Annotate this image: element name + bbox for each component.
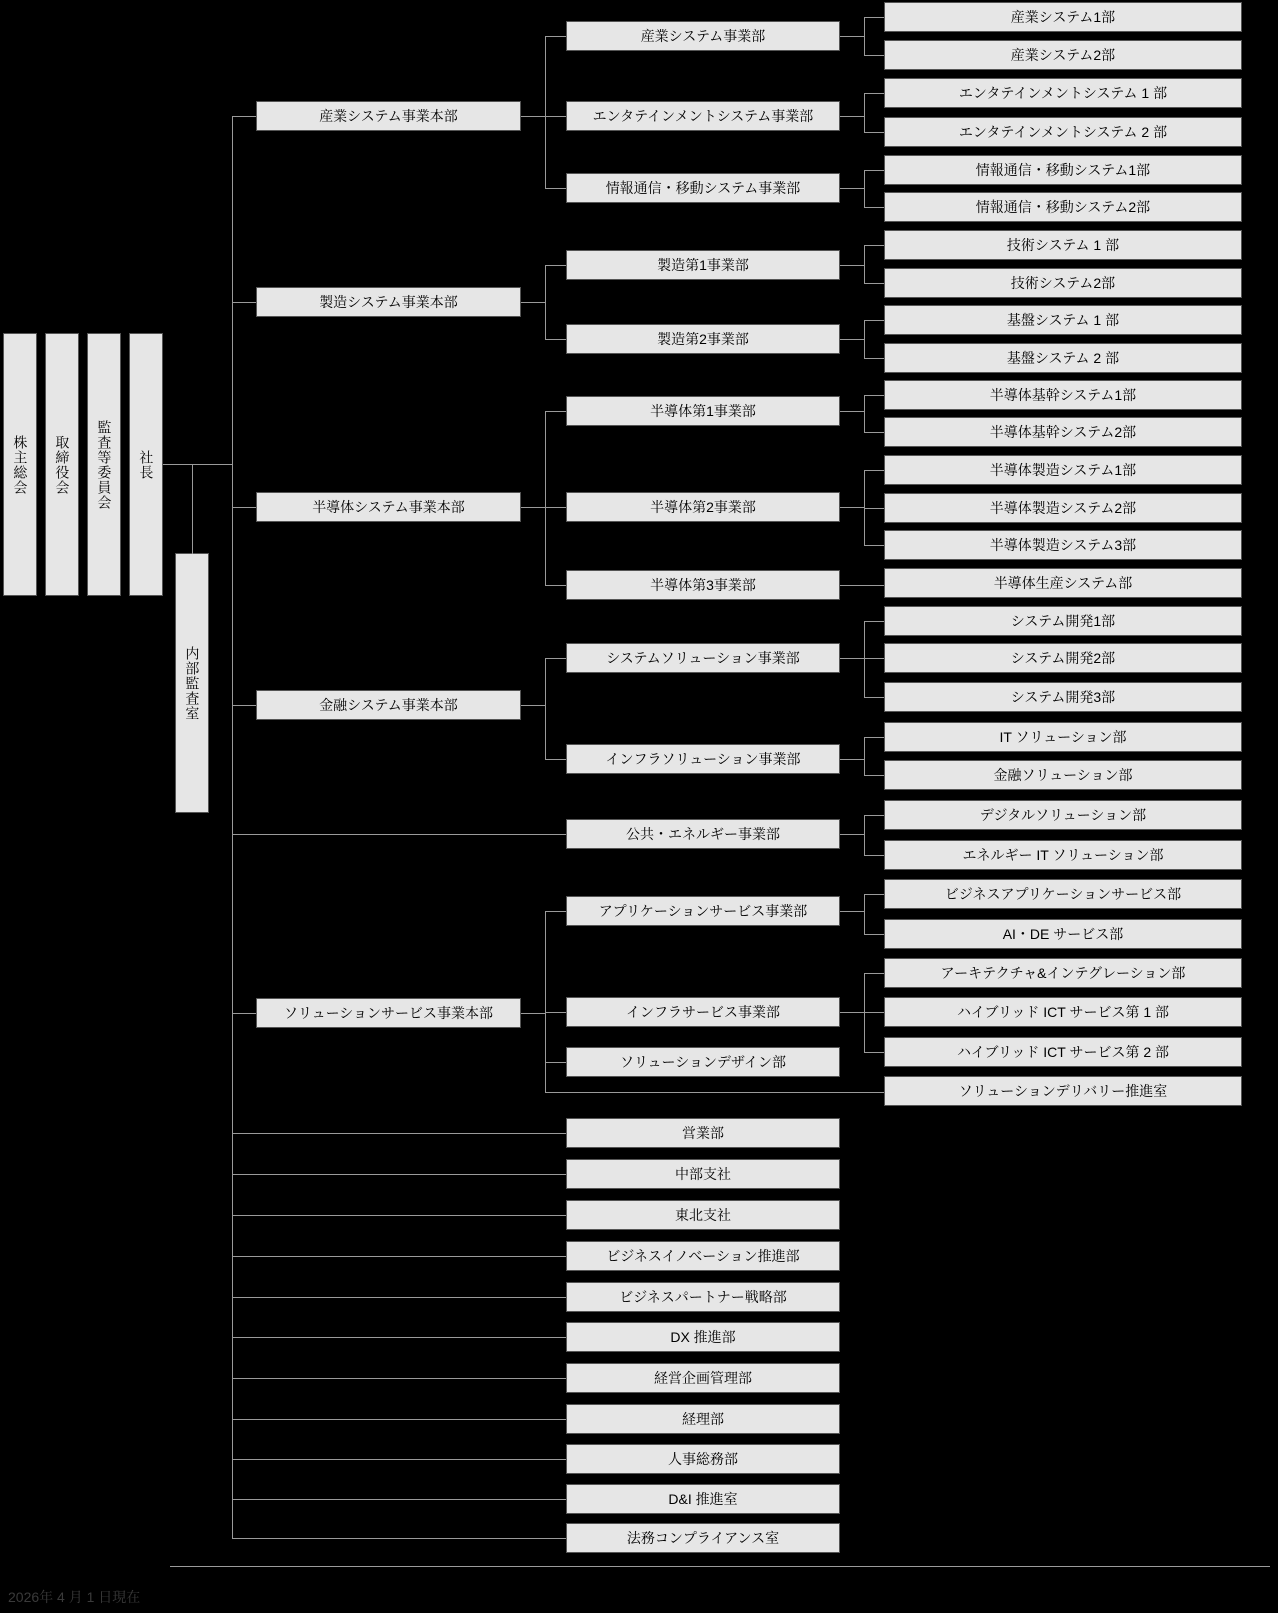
- section-box-18: [884, 643, 1242, 673]
- department-box-1: [566, 21, 840, 51]
- section-box-29: [884, 1076, 1242, 1106]
- connector: [864, 320, 865, 358]
- connector: [864, 132, 884, 133]
- connector: [232, 507, 256, 508]
- section-label: システム開発2部: [1010, 649, 1116, 666]
- department-box-12: [566, 896, 840, 926]
- section-box-2: [884, 40, 1242, 70]
- as-of-date: 2026年 4 月 1 日現在: [8, 1589, 141, 1605]
- division-box-1: [256, 101, 521, 131]
- section-box-15: [884, 530, 1242, 560]
- section-box-8: [884, 268, 1242, 298]
- department-label: 半導体第2事業部: [650, 498, 756, 515]
- corporate-box-10: [566, 1484, 840, 1514]
- section-label: 基盤システム 2 部: [1006, 349, 1120, 366]
- department-label: エンタテインメントシステム事業部: [592, 107, 814, 124]
- connector: [232, 1013, 256, 1014]
- connector: [864, 894, 865, 934]
- connector: [864, 55, 884, 56]
- connector: [864, 93, 884, 94]
- connector: [163, 464, 233, 465]
- corporate-box-6: [566, 1322, 840, 1352]
- connector: [545, 759, 566, 760]
- section-box-23: [884, 840, 1242, 870]
- connector: [545, 188, 566, 189]
- connector: [864, 815, 865, 855]
- section-label: ソリューションデリバリー推進室: [958, 1082, 1168, 1099]
- connector: [864, 621, 865, 697]
- department-label: システムソリューション事業部: [606, 649, 800, 666]
- division-label: 製造システム事業本部: [319, 293, 458, 310]
- connector: [864, 395, 865, 432]
- connector: [545, 411, 546, 585]
- corporate-label: 人事総務部: [668, 1450, 738, 1467]
- governance-label: 内部監査室: [184, 645, 201, 721]
- connector: [864, 358, 884, 359]
- connector: [864, 17, 865, 55]
- connector: [840, 265, 864, 266]
- connector: [864, 1012, 884, 1013]
- section-box-5: [884, 155, 1242, 185]
- section-box-12: [884, 417, 1242, 447]
- connector: [864, 697, 884, 698]
- connector: [521, 1013, 545, 1014]
- department-box-2: [566, 101, 840, 131]
- connector: [840, 759, 864, 760]
- connector: [840, 36, 864, 37]
- division-box-4: [256, 690, 521, 720]
- connector: [864, 245, 865, 283]
- governance-label: 社長: [138, 449, 155, 480]
- connector: [232, 1133, 566, 1134]
- connector: [864, 621, 884, 622]
- section-box-7: [884, 230, 1242, 260]
- connector: [840, 339, 864, 340]
- connector: [864, 737, 865, 775]
- department-label: 情報通信・移動システム事業部: [605, 179, 801, 196]
- section-label: 半導体基幹システム2部: [989, 423, 1137, 440]
- corporate-box-7: [566, 1363, 840, 1393]
- connector: [232, 1538, 566, 1539]
- department-box-10: [566, 744, 840, 774]
- connector: [864, 432, 884, 433]
- department-label: 半導体第1事業部: [650, 402, 756, 419]
- connector: [840, 507, 864, 508]
- section-label: エンタテインメントシステム 1 部: [958, 84, 1168, 101]
- department-box-3: [566, 173, 840, 203]
- section-label: 半導体生産システム部: [993, 574, 1133, 591]
- section-box-17: [884, 606, 1242, 636]
- connector: [864, 170, 884, 171]
- section-label: ビジネスアプリケーションサービス部: [944, 885, 1182, 902]
- section-label: 基盤システム 1 部: [1006, 311, 1120, 328]
- department-label: 製造第2事業部: [657, 330, 749, 347]
- section-box-3: [884, 78, 1242, 108]
- connector: [232, 1378, 566, 1379]
- connector: [232, 1337, 566, 1338]
- connector: [545, 265, 566, 266]
- governance-label: 株主総会: [12, 434, 29, 495]
- connector: [840, 1012, 864, 1013]
- corporate-label: 経理部: [682, 1410, 724, 1427]
- section-label: 半導体製造システム2部: [989, 499, 1137, 516]
- corporate-label: 法務コンプライアンス室: [626, 1529, 780, 1546]
- section-label: ハイブリッド ICT サービス第 2 部: [956, 1043, 1170, 1060]
- connector: [864, 207, 884, 208]
- section-box-11: [884, 380, 1242, 410]
- connector: [864, 283, 884, 284]
- section-box-26: [884, 958, 1242, 988]
- corporate-box-4: [566, 1241, 840, 1271]
- corporate-box-5: [566, 1282, 840, 1312]
- division-box-5: [256, 998, 521, 1028]
- corporate-box-3: [566, 1200, 840, 1230]
- section-label: AI・DE サービス部: [1002, 925, 1124, 942]
- governance-box-audit-committee: [87, 333, 121, 596]
- section-label: エネルギー IT ソリューション部: [962, 846, 1164, 863]
- division-label: ソリューションサービス事業本部: [283, 1004, 494, 1021]
- connector: [545, 507, 566, 508]
- section-box-13: [884, 455, 1242, 485]
- connector: [864, 973, 884, 974]
- division-label: 産業システム事業本部: [319, 107, 458, 124]
- connector: [545, 265, 546, 339]
- connector: [545, 911, 566, 912]
- corporate-label: 中部支社: [675, 1165, 731, 1182]
- connector: [840, 116, 864, 117]
- connector: [232, 302, 256, 303]
- section-box-1: [884, 2, 1242, 32]
- connector: [864, 737, 884, 738]
- section-box-27: [884, 997, 1242, 1027]
- section-box-4: [884, 117, 1242, 147]
- corporate-label: D&I 推進室: [668, 1490, 738, 1507]
- corporate-label: 経営企画管理部: [654, 1369, 752, 1386]
- department-label: 産業システム事業部: [640, 27, 766, 44]
- department-box-5: [566, 324, 840, 354]
- governance-label: 監査等委員会: [96, 419, 113, 510]
- section-label: IT ソリューション部: [999, 728, 1127, 745]
- department-box-9: [566, 643, 840, 673]
- connector: [864, 245, 884, 246]
- department-label: 製造第1事業部: [657, 256, 749, 273]
- connector: [232, 834, 566, 835]
- connector: [232, 1499, 566, 1500]
- connector: [840, 585, 884, 586]
- connector: [864, 934, 884, 935]
- section-label: システム開発1部: [1010, 612, 1116, 629]
- connector: [192, 464, 193, 554]
- connector: [545, 1012, 566, 1013]
- connector: [864, 658, 884, 659]
- section-label: システム開発3部: [1010, 688, 1116, 705]
- department-box-11: [566, 819, 840, 849]
- connector: [864, 170, 865, 207]
- section-box-28: [884, 1037, 1242, 1067]
- department-label: インフラソリューション事業部: [605, 750, 801, 767]
- section-box-22: [884, 800, 1242, 830]
- connector: [864, 17, 884, 18]
- connector: [864, 395, 884, 396]
- department-label: インフラサービス事業部: [626, 1003, 780, 1020]
- connector: [232, 1297, 566, 1298]
- footer-rule: [170, 1566, 1270, 1567]
- connector: [864, 508, 884, 509]
- connector: [864, 855, 884, 856]
- connector: [864, 320, 884, 321]
- division-box-3: [256, 492, 521, 522]
- corporate-label: 東北支社: [675, 1206, 731, 1223]
- connector: [545, 36, 546, 188]
- section-label: 技術システム 1 部: [1006, 236, 1120, 253]
- connector: [864, 894, 884, 895]
- connector: [545, 116, 566, 117]
- connector: [232, 1215, 566, 1216]
- section-label: 半導体製造システム1部: [989, 461, 1137, 478]
- section-box-19: [884, 682, 1242, 712]
- section-box-6: [884, 192, 1242, 222]
- connector: [521, 116, 545, 117]
- department-label: 半導体第3事業部: [650, 576, 756, 593]
- connector: [232, 1174, 566, 1175]
- department-box-7: [566, 492, 840, 522]
- governance-label: 取締役会: [54, 434, 71, 495]
- section-label: 産業システム2部: [1010, 46, 1116, 63]
- governance-box-board: [45, 333, 79, 596]
- connector: [545, 911, 546, 1092]
- connector: [545, 585, 566, 586]
- section-box-21: [884, 760, 1242, 790]
- section-label: 情報通信・移動システム2部: [975, 198, 1151, 215]
- section-box-9: [884, 305, 1242, 335]
- governance-box-shareholders: [3, 333, 37, 596]
- connector: [545, 339, 566, 340]
- section-label: 産業システム1部: [1010, 8, 1116, 25]
- connector: [840, 411, 864, 412]
- department-box-4: [566, 250, 840, 280]
- corporate-box-8: [566, 1404, 840, 1434]
- connector: [864, 775, 884, 776]
- connector: [521, 507, 545, 508]
- section-label: 半導体製造システム3部: [989, 536, 1137, 553]
- section-box-25: [884, 919, 1242, 949]
- corporate-label: DX 推進部: [670, 1328, 736, 1345]
- connector: [864, 815, 884, 816]
- section-box-14: [884, 493, 1242, 523]
- connector: [840, 188, 864, 189]
- corporate-label: ビジネスパートナー戦略部: [619, 1288, 787, 1305]
- section-label: エンタテインメントシステム 2 部: [958, 123, 1168, 140]
- connector: [232, 1419, 566, 1420]
- department-label: アプリケーションサービス事業部: [598, 902, 808, 919]
- department-label: ソリューションデザイン部: [619, 1053, 787, 1070]
- corporate-box-1: [566, 1118, 840, 1148]
- connector: [545, 411, 566, 412]
- corporate-box-11: [566, 1523, 840, 1553]
- connector: [545, 658, 546, 759]
- section-label: アーキテクチャ&インテグレーション部: [940, 964, 1186, 981]
- connector: [232, 116, 256, 117]
- section-box-10: [884, 343, 1242, 373]
- section-box-16: [884, 568, 1242, 598]
- connector: [864, 1052, 884, 1053]
- department-box-8: [566, 570, 840, 600]
- connector: [545, 36, 566, 37]
- connector: [840, 834, 864, 835]
- connector: [840, 911, 864, 912]
- department-box-13: [566, 997, 840, 1027]
- corporate-box-9: [566, 1444, 840, 1474]
- connector: [545, 658, 566, 659]
- section-label: 半導体基幹システム1部: [989, 386, 1137, 403]
- division-label: 半導体システム事業本部: [312, 498, 465, 515]
- department-box-14: [566, 1047, 840, 1077]
- corporate-label: 営業部: [682, 1124, 724, 1141]
- connector: [521, 302, 545, 303]
- connector: [232, 705, 256, 706]
- connector: [521, 705, 545, 706]
- corporate-box-2: [566, 1159, 840, 1189]
- department-box-6: [566, 396, 840, 426]
- governance-box-president: [129, 333, 163, 596]
- section-label: ハイブリッド ICT サービス第 1 部: [956, 1003, 1170, 1020]
- connector: [864, 545, 884, 546]
- department-label: 公共・エネルギー事業部: [626, 825, 780, 842]
- connector: [232, 1256, 566, 1257]
- section-label: 情報通信・移動システム1部: [975, 161, 1151, 178]
- section-box-20: [884, 722, 1242, 752]
- connector: [232, 1459, 566, 1460]
- connector: [864, 470, 884, 471]
- governance-box-internal-audit: [175, 553, 209, 813]
- section-label: デジタルソリューション部: [979, 806, 1147, 823]
- division-box-2: [256, 287, 521, 317]
- section-label: 技術システム2部: [1010, 274, 1116, 291]
- division-label: 金融システム事業本部: [319, 696, 458, 713]
- connector: [840, 658, 864, 659]
- connector: [545, 1092, 885, 1093]
- section-label: 金融ソリューション部: [993, 766, 1133, 783]
- main-trunk: [232, 116, 233, 1538]
- corporate-label: ビジネスイノベーション推進部: [606, 1247, 800, 1264]
- connector: [545, 1062, 566, 1063]
- connector: [864, 93, 865, 132]
- section-box-24: [884, 879, 1242, 909]
